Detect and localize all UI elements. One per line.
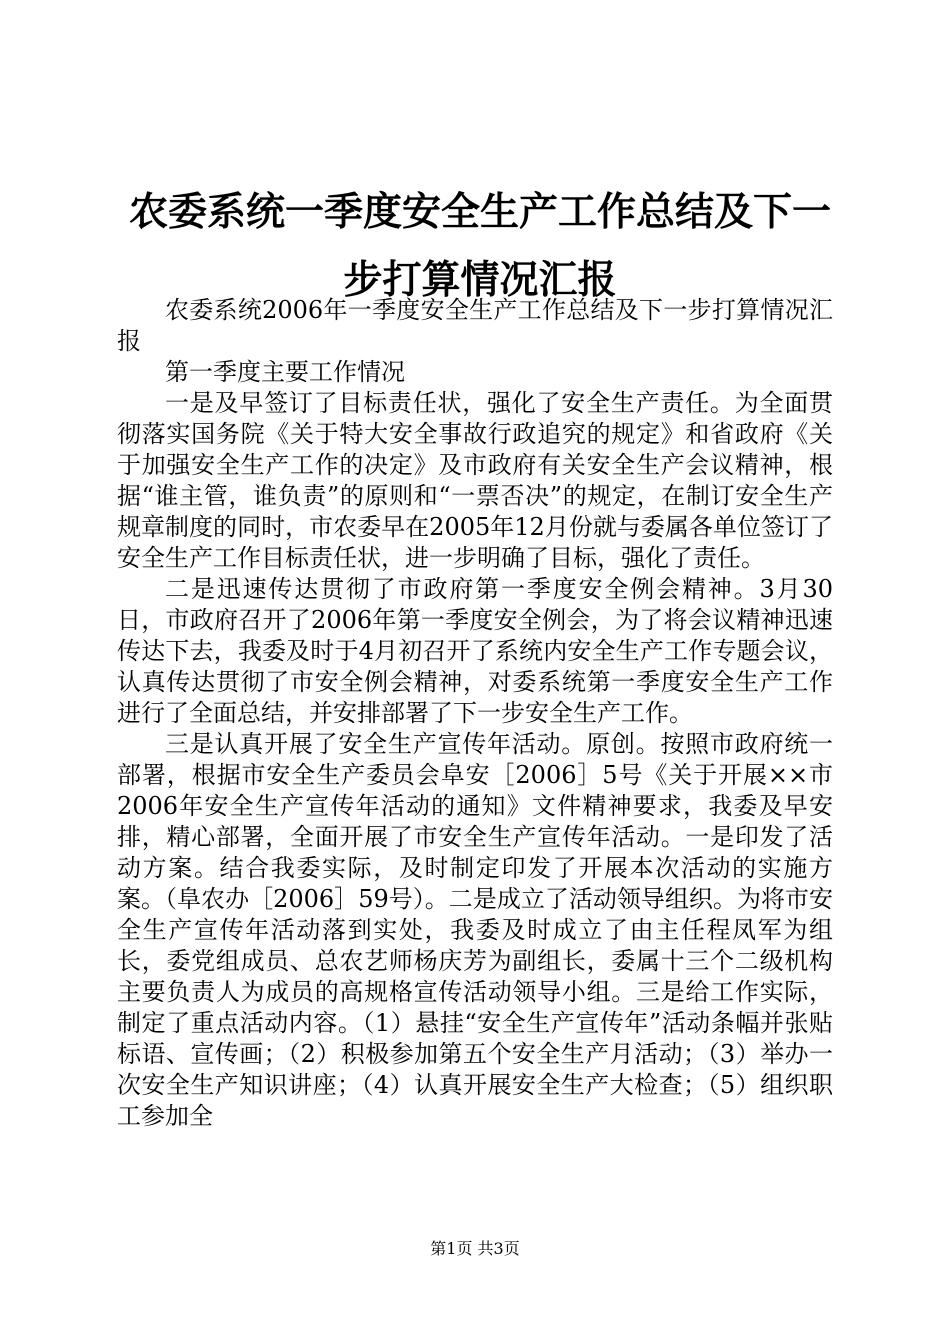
document-title: 农委系统一季度安全生产工作总结及下一步打算情况汇报 (128, 189, 831, 303)
paragraph-item-2: 二是迅速传达贯彻了市政府第一季度安全例会精神。3月30日，市政府召开了2006年第一季度安全例会，为了将会议精神迅速传达下去，我委及时于4月初召开了系统内安全生产工作专题会议，认真传达贯彻了市安全例会精神，对委系统第一季度安全生产工作进行了全面总结，并安排部署了下一步安全生产工作。 (117, 575, 833, 727)
document-body (117, 295, 833, 1132)
paragraph-item-1: 一是及早签订了目标责任状，强化了安全生产责任。为全面贯彻落实国务院《关于特大安全事故行政追究的规定》和省政府《关于加强安全生产工作的决定》及市政府有关安全生产会议精神，根据“谁主管，谁负责”的原则和“一票否决”的规定，在制订安全生产规章制度的同时，市农委早在2005年12月份就与委属各单位签订了安全生产工作目标责任状，进一步明确了目标，强化了责任。 (117, 389, 833, 572)
paragraph-section-title: 第一季度主要工作情况 (165, 358, 405, 386)
page-number: 第1页 共3页 (430, 1239, 520, 1258)
paragraph-heading-line: 农委系统2006年一季度安全生产工作总结及下一步打算情况汇报 (117, 296, 833, 355)
paragraph-item-3: 三是认真开展了安全生产宣传年活动。原创。按照市政府统一部署，根据市安全生产委员会阜安［2006］5号《关于开展××市2006年安全生产宣传年活动的通知》文件精神要求，我委及早安排，精心部署，全面开展了市安全生产宣传年活动。一是印发了活动方案。结合我委实际，及时制定印发了开展本次活动的实施方案。（阜农办［2006］59号）。二是成立了活动领导组织。为将市安全生产宣传年活动落到实处，我委及时成立了由主任程凤军为组长，委党组成员、总农艺师杨庆芳为副组长，委属十三个二级机构主要负责人为成员的高规格宣传活动领导小组。三是给工作实际，制定了重点活动内容。（1）悬挂“安全生产宣传年”活动条幅并张贴标语、宣传画；（2）积极参加第五个安全生产月活动；（3）举办一次安全生产知识讲座；（4）认真开展安全生产大检查；（5）组织职工参加全 (117, 730, 833, 1130)
